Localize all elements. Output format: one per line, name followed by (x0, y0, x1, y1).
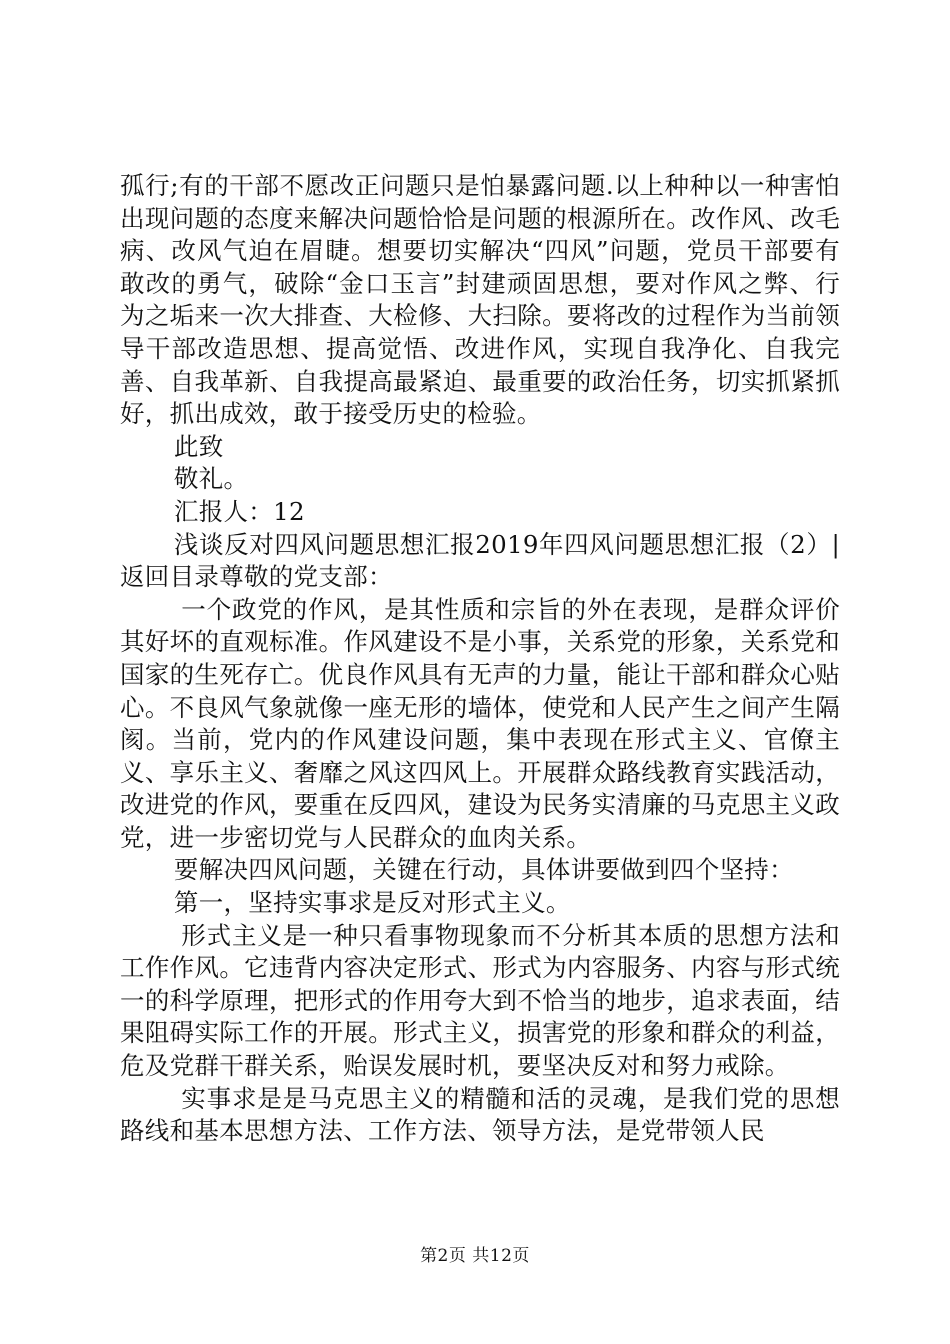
closing-salutation: 此致 (173, 431, 224, 461)
section-heading: 浅谈反对四风问题思想汇报2019年四风问题思想汇报（2）|返回目录尊敬的党支部： (120, 529, 840, 592)
reporter-line: 汇报人：12 (173, 496, 305, 526)
paragraph-formalism: 形式主义是一种只看事物现象而不分析其本质的思想方法和工作作风。它违背内容决定形式、形式为内容服务、内容与形式统一的科学原理，把形式的作用夸大到不恰当的地步，追求表面，结果阻碍实际工作的开展。形式主义，损害党的形象和群众的利益，危及党群干群关系，贻误发展时机，要坚决反对和努力戒除。 (120, 920, 840, 1081)
paragraph-intro: 一个政党的作风，是其性质和宗旨的外在表现，是群众评价其好坏的直观标准。作风建设不是小事，关系党的形象，关系党和国家的生死存亡。优良作风具有无声的力量，能让干部和群众心贴心。不良风气象就像一座无形的墙体，使党和人民产生之间产生隔阂。当前，党内的作风建设问题，集中表现在形式主义、官僚主义、享乐主义、奢靡之风这四风上。开展群众路线教育实践活动，改进党的作风，要重在反四风，建设为民务实清廉的马克思主义政党，进一步密切党与人民群众的血肉关系。 (120, 594, 840, 852)
paragraph-continuation: 孤行;有的干部不愿改正问题只是怕暴露问题.以上种种以一种害怕出现问题的态度来解决问题恰恰是问题的根源所在。改作风、改毛病、改风气迫在眉睫。想要切实解决“四风”问题，党员干部要有敢改的勇气，破除“金口玉言”封建顽固思想，要对作风之弊、行为之垢来一次大排查、大检修、大扫除。要将改的过程作为当前领导干部改造思想、提高觉悟、改进作风，实现自我净化、自我完善、自我革新、自我提高最紧迫、最重要的政治任务，切实抓紧抓好，抓出成效，敢于接受历史的检验。 (120, 171, 840, 429)
document-body (120, 170, 840, 1148)
paragraph-four-principles: 要解决四风问题，关键在行动，具体讲要做到四个坚持： (173, 855, 794, 885)
page-footer: 第2页 共12页 (420, 1246, 530, 1266)
paragraph-seek-truth: 实事求是是马克思主义的精髓和活的灵魂，是我们党的思想路线和基本思想方法、工作方法、领导方法，是党带领人民 (120, 1083, 840, 1146)
closing-regards: 敬礼。 (173, 464, 249, 494)
paragraph-first-principle: 第一，坚持实事求是反对形式主义。 (173, 888, 571, 918)
